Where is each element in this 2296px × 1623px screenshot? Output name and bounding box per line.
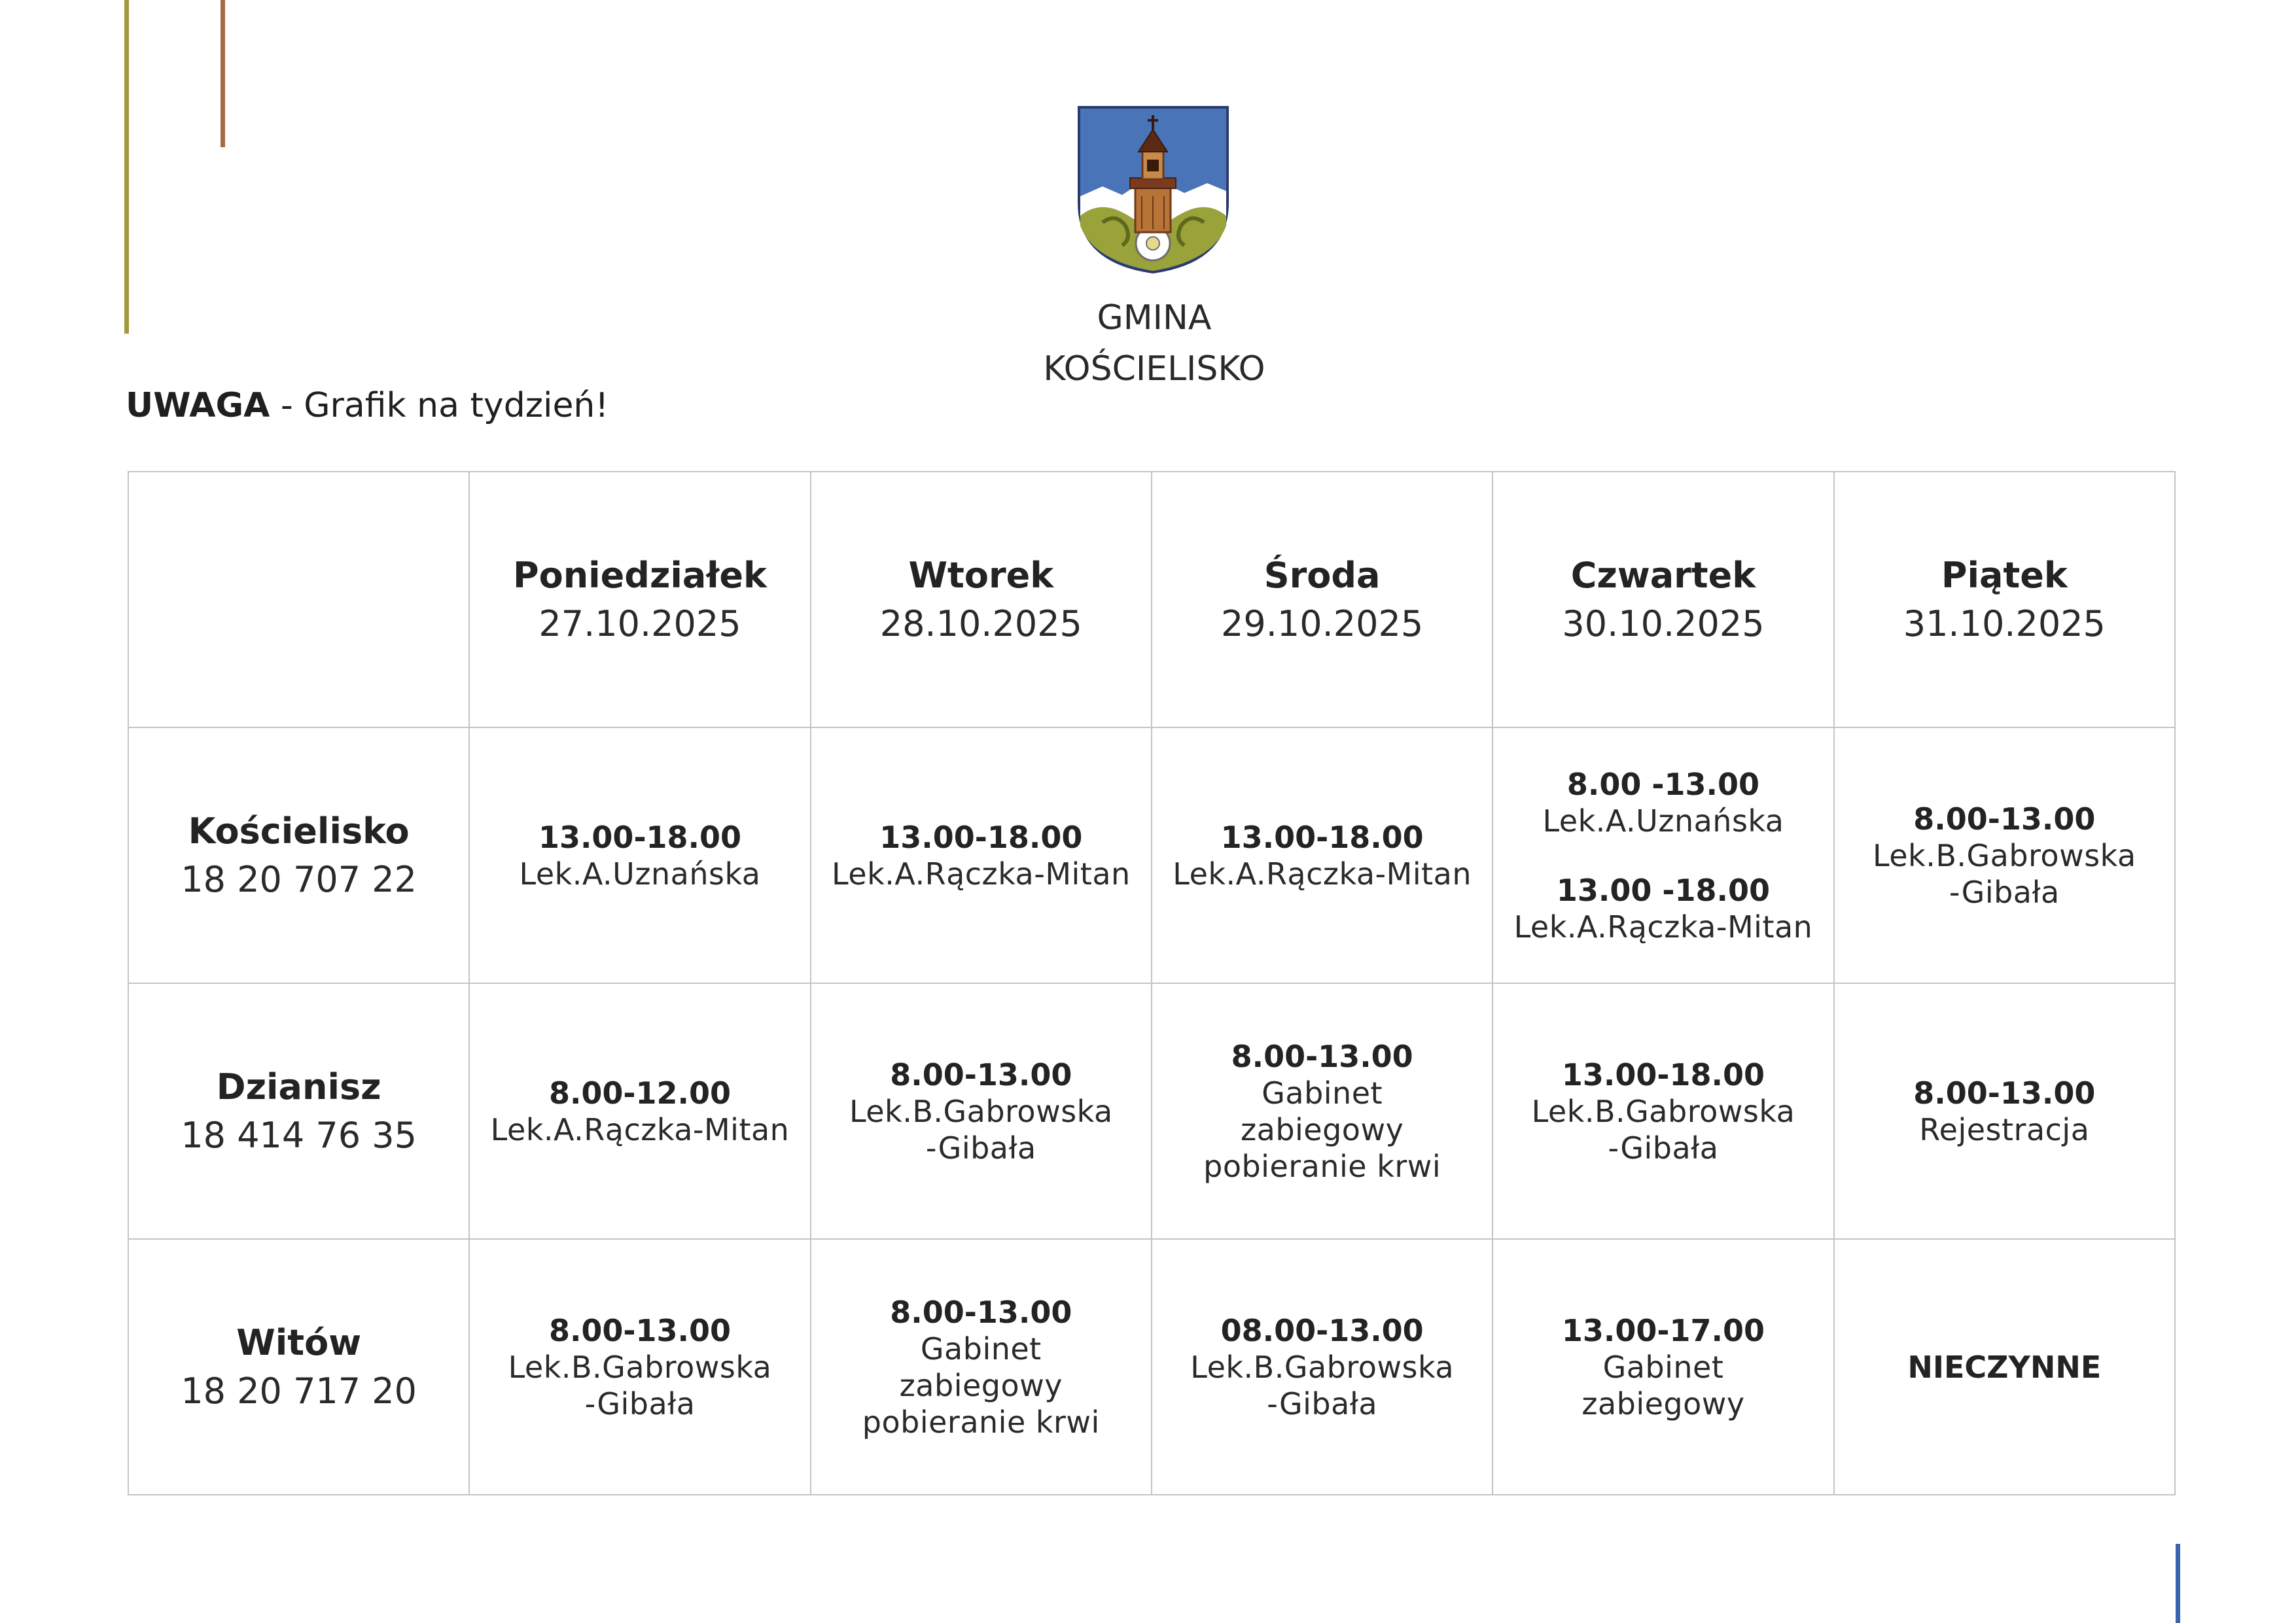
day-name: Czwartek: [1570, 554, 1756, 596]
cell-hours: 8.00-13.00: [890, 1294, 1072, 1330]
closed-label: NIECZYNNE: [1907, 1349, 2102, 1385]
location-name: Dzianisz: [216, 1066, 381, 1108]
day-date: 29.10.2025: [1221, 602, 1424, 644]
cell-hours: 13.00-18.00: [1561, 1056, 1765, 1092]
location-cell: [128, 1239, 469, 1495]
location-name: Witów: [236, 1321, 362, 1363]
location-cell: [128, 727, 469, 983]
cell-hours: 8.00-13.00: [1231, 1038, 1413, 1074]
municipality-line1: GMINA: [1097, 298, 1212, 338]
location-phone: 18 414 76 35: [181, 1114, 417, 1156]
schedule-cell: [469, 727, 810, 983]
municipality-line2: KOŚCIELISKO: [1043, 349, 1265, 389]
cell-line: Lek.B.Gabrowska: [508, 1349, 772, 1385]
day-header: [1152, 472, 1492, 727]
schedule-cell: [1492, 1239, 1833, 1495]
cell-line: Gabinet: [1602, 1349, 1724, 1385]
cell-line: Lek.B.Gabrowska: [1190, 1349, 1455, 1385]
cell-hours: 13.00-18.00: [879, 819, 1083, 855]
schedule-cell: [1152, 983, 1492, 1239]
day-header: [811, 472, 1152, 727]
cell-line: Lek.A.Uznańska: [1542, 803, 1784, 839]
cell-line: Gabinet: [920, 1331, 1042, 1367]
day-date: 27.10.2025: [539, 602, 741, 644]
day-header: [1834, 472, 2175, 727]
accent-bar-blue: [2176, 1544, 2180, 1623]
schedule-cell: [1152, 1239, 1492, 1495]
cell-gap: [1497, 839, 1829, 872]
cell-line: Lek.A.Uznańska: [519, 856, 761, 892]
header-corner-cell: [128, 472, 469, 727]
cell-line: Rejestracja: [1919, 1111, 2090, 1147]
day-header: [1492, 472, 1833, 727]
cell-hours: 13.00-17.00: [1561, 1312, 1765, 1348]
cell-line: zabiegowy: [899, 1367, 1063, 1403]
cell-hours: 8.00-13.00: [890, 1056, 1072, 1092]
cell-hours: 8.00-12.00: [548, 1075, 732, 1111]
day-header: [469, 472, 810, 727]
cell-line: -Gibała: [1267, 1386, 1378, 1422]
table-row: [128, 1239, 2175, 1495]
schedule-cell: [1492, 727, 1833, 983]
cell-hours: 8.00-13.00: [548, 1312, 732, 1348]
schedule-cell: [1492, 983, 1833, 1239]
cell-hours: 8.00-13.00: [1913, 1075, 2096, 1111]
day-name: Wtorek: [908, 554, 1054, 596]
cell-line: Lek.B.Gabrowska: [849, 1093, 1113, 1129]
day-name: Piątek: [1941, 554, 2068, 596]
cell-hours: 08.00-13.00: [1220, 1312, 1424, 1348]
table-header-row: [128, 472, 2175, 727]
cell-line: pobieranie krwi: [1203, 1148, 1441, 1184]
schedule-cell: [1152, 727, 1492, 983]
day-name: Poniedziałek: [513, 554, 767, 596]
day-date: 30.10.2025: [1562, 602, 1765, 644]
cell-line: zabiegowy: [1240, 1111, 1404, 1147]
cell-line: Gabinet: [1262, 1075, 1383, 1111]
schedule-cell: [811, 727, 1152, 983]
cell-hours: 13.00-18.00: [538, 819, 742, 855]
day-date: 31.10.2025: [1903, 602, 2106, 644]
cell-line: Lek.B.Gabrowska: [1872, 837, 2136, 873]
cell-line: Lek.A.Rączka-Mitan: [1513, 909, 1813, 945]
schedule-cell: [811, 983, 1152, 1239]
notice-text: [126, 383, 609, 428]
coat-of-arms-icon: [1076, 105, 1230, 275]
cell-line: -Gibała: [1949, 874, 2060, 910]
cell-line: -Gibała: [584, 1386, 696, 1422]
cell-hours: 8.00-13.00: [1913, 801, 2096, 837]
schedule-table: [128, 471, 2176, 1495]
accent-bar-olive: [124, 0, 129, 334]
day-name: Środa: [1263, 554, 1381, 596]
table-row: [128, 983, 2175, 1239]
table-row: [128, 727, 2175, 983]
cell-line: Lek.B.Gabrowska: [1531, 1093, 1795, 1129]
cell-line: -Gibała: [1608, 1130, 1719, 1166]
accent-bar-brown: [221, 0, 225, 147]
location-cell: [128, 983, 469, 1239]
location-phone: 18 20 717 20: [181, 1370, 417, 1412]
location-name: Kościelisko: [188, 810, 410, 852]
cell-line: pobieranie krwi: [862, 1404, 1100, 1440]
municipality-title: [951, 292, 1357, 394]
cell-line: Lek.A.Rączka-Mitan: [1173, 856, 1472, 892]
schedule-cell: [469, 983, 810, 1239]
cell-hours: 13.00 -18.00: [1556, 872, 1771, 908]
notice-bold: UWAGA: [126, 386, 270, 425]
schedule-cell: [1834, 727, 2175, 983]
cell-hours: 13.00-18.00: [1220, 819, 1424, 855]
location-phone: 18 20 707 22: [181, 858, 417, 900]
cell-line: Lek.A.Rączka-Mitan: [490, 1111, 790, 1147]
schedule-cell: [1834, 983, 2175, 1239]
schedule-cell: [1834, 1239, 2175, 1495]
notice-rest: - Grafik na tydzień!: [270, 386, 609, 425]
day-date: 28.10.2025: [879, 602, 1082, 644]
cell-line: Lek.A.Rączka-Mitan: [831, 856, 1131, 892]
schedule-cell: [469, 1239, 810, 1495]
schedule-cell: [811, 1239, 1152, 1495]
cell-hours: 8.00 -13.00: [1566, 766, 1760, 802]
cell-line: -Gibała: [925, 1130, 1036, 1166]
cell-line: zabiegowy: [1581, 1386, 1745, 1422]
